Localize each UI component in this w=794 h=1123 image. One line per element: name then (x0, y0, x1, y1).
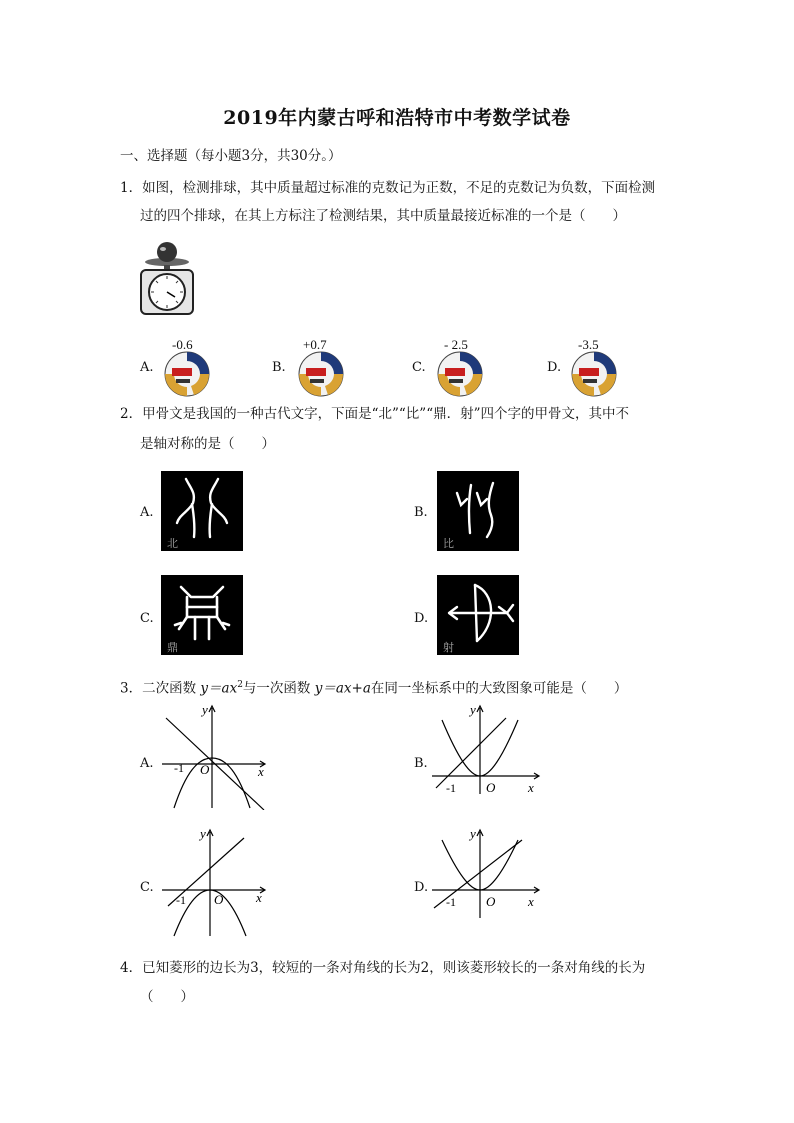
q3-option-a-label[interactable]: A. (140, 756, 154, 771)
q1-option-a-value: -0.6 (172, 337, 193, 352)
tick-neg-one: -1 (176, 893, 186, 907)
q2-option-b-label[interactable]: B. (414, 505, 428, 520)
q2-option-c-label[interactable]: C. (140, 611, 154, 626)
q2-option-d-char: 射 (443, 641, 454, 654)
q3-quadratic: y＝ax (200, 680, 238, 697)
q1-option-d-label[interactable]: D. (547, 360, 562, 375)
q3-stem (120, 675, 627, 699)
q3-graph-d (430, 826, 542, 920)
oracle-bone-bei-image (161, 471, 243, 551)
oracle-bone-ding-image (161, 575, 243, 655)
q2-option-a-char: 北 (167, 537, 178, 550)
oracle-bone-bi-image (437, 471, 519, 551)
q4-line2: （ ） (140, 989, 194, 1005)
q2-option-d-label[interactable]: D. (414, 611, 429, 626)
q3-option-c-label[interactable]: C. (140, 880, 154, 895)
q1-option-b-label[interactable]: B. (272, 360, 286, 375)
page-title: 2019年内蒙古呼和浩特市中考数学试卷 (223, 107, 571, 129)
q3-graph-c (160, 826, 272, 938)
kitchen-scale-icon (137, 240, 197, 318)
axis-x-label: x (528, 894, 534, 909)
volleyball-icon (571, 351, 617, 397)
q3-prefix: 3．二次函数 (120, 680, 201, 697)
q3-option-d-label[interactable]: D. (414, 880, 429, 895)
volleyball-icon (164, 351, 210, 397)
tick-neg-one: -1 (174, 761, 184, 775)
origin-label: O (200, 762, 210, 777)
q2-option-c-char: 鼎 (167, 641, 178, 654)
q2-line2: 是轴对称的是（ ） (140, 436, 275, 452)
q1-option-a-label[interactable]: A. (140, 360, 154, 375)
q3-graph-b (430, 702, 542, 796)
origin-label: O (214, 892, 224, 907)
q3-suffix: 在同一坐标系中的大致图象可能是（ ） (370, 680, 628, 697)
q1-option-c-label[interactable]: C. (412, 360, 426, 375)
q2-line1: 2．甲骨文是我国的一种古代文字，下面是“北”“比”“鼎．射”四个字的甲骨文，其中不 (120, 406, 629, 422)
axis-y-label: y (470, 826, 476, 841)
origin-label: O (486, 894, 496, 909)
q1-line1: 1．如图，检测排球，其中质量超过标准的克数记为正数，不足的克数记为负数，下面检测 (120, 180, 656, 196)
axis-y-label: y (200, 826, 206, 841)
q1-option-b-value: +0.7 (303, 337, 327, 352)
axis-x-label: x (256, 890, 262, 905)
q3-option-b-label[interactable]: B. (414, 756, 428, 771)
q2-option-a-label[interactable]: A. (140, 505, 154, 520)
tick-neg-one: -1 (446, 895, 456, 909)
q3-mid: 与一次函数 (242, 680, 315, 697)
q1-option-d-value: -3.5 (578, 337, 599, 352)
volleyball-icon (298, 351, 344, 397)
q1-line2: 过的四个排球，在其上方标注了检测结果，其中质量最接近标准的一个是（ ） (140, 208, 626, 224)
axis-y-label: y (470, 702, 476, 717)
axis-x-label: x (258, 764, 264, 779)
axis-y-label: y (202, 702, 208, 717)
q2-option-b-char: 比 (443, 537, 454, 550)
section-heading: 一、选择题（每小题3分，共30分。） (120, 148, 342, 164)
q3-linear: y＝ax+a (314, 680, 371, 697)
q4-line1: 4．已知菱形的边长为3，较短的一条对角线的长为2，则该菱形较长的一条对角线的长为 (120, 960, 646, 976)
q1-option-c-value: - 2.5 (444, 337, 468, 352)
axis-x-label: x (528, 780, 534, 795)
q3-exponent: 2 (237, 680, 243, 690)
q3-graph-a (160, 702, 272, 810)
tick-neg-one: -1 (446, 781, 456, 795)
origin-label: O (486, 780, 496, 795)
volleyball-icon (437, 351, 483, 397)
oracle-bone-she-image (437, 575, 519, 655)
